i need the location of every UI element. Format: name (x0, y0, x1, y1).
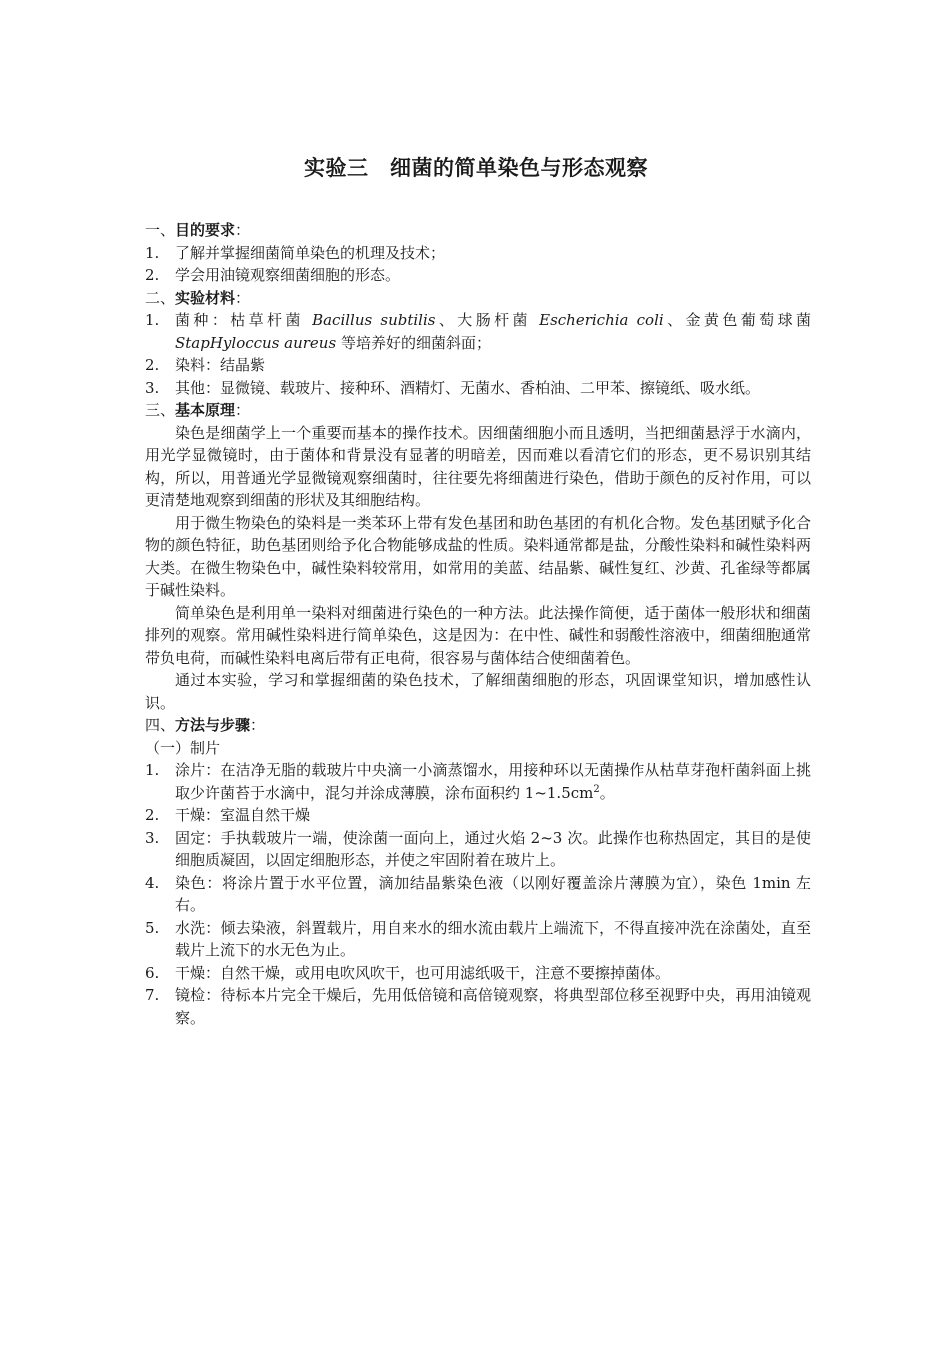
document-body (145, 219, 811, 1029)
section-heading-principles (145, 399, 811, 422)
superscript: 2 (593, 783, 600, 795)
item-text: 其他：显微镜、载玻片、接种环、酒精灯、无菌水、香柏油、二甲苯、擦镜纸、吸水纸。 (175, 378, 761, 397)
list-item (145, 377, 811, 400)
item-text: 、大肠杆菌 (435, 311, 540, 329)
step-number: 2. (145, 806, 160, 824)
item-number: 2. (145, 266, 160, 284)
step-number: 4. (145, 873, 160, 892)
item-number: 2. (145, 356, 160, 374)
species-name: Escherichia coli (539, 311, 664, 329)
step-text: 染色：将涂片置于水平位置，滴加结晶紫染色液（以刚好覆盖涂片薄膜为宜），染色 1min 左右。 (175, 873, 811, 914)
subsection-heading: （一）制片 (145, 738, 221, 757)
step-number: 6. (145, 963, 160, 982)
item-text: 了解并掌握细菌简单染色的机理及技术； (175, 243, 446, 262)
species-name: Bacillus subtilis (312, 311, 436, 329)
step-item (145, 917, 811, 962)
section-label: 方法与步骤 (175, 716, 251, 734)
step-number: 1. (145, 761, 160, 779)
step-text: 固定：手执载玻片一端，使涂菌一面向上，通过火焰 2~3 次。此操作也称热固定，其目的是使细胞质凝固，以固定细胞形态，并使之牢固附着在玻片上。 (175, 828, 811, 869)
list-item (145, 264, 811, 287)
paragraph: 简单染色是利用单一染料对细菌进行染色的一种方法。此法操作简便，适于菌体一般形状和细菌排列的观察。常用碱性染料进行简单染色，这是因为：在中性、碱性和弱酸性溶液中，细菌细胞通常带负电荷，而碱性染料电离后带有正电荷，很容易与菌体结合使细菌着色。 (145, 603, 811, 667)
item-number: 1. (145, 311, 160, 329)
section-heading-materials (145, 287, 811, 310)
section-number: 一、 (145, 221, 176, 239)
step-item (145, 872, 811, 917)
step-item (145, 759, 811, 804)
section-colon: ： (235, 288, 251, 307)
section-label: 实验材料 (175, 288, 236, 307)
section-number: 三、 (145, 401, 176, 419)
section-heading-methods (145, 714, 811, 737)
species-name: StapHyloccus aureus (175, 333, 337, 352)
section-colon: ： (235, 221, 251, 239)
section-label: 目的要求 (175, 221, 236, 239)
step-item (145, 962, 811, 985)
step-number: 5. (145, 918, 160, 937)
section-heading-objectives (145, 219, 811, 242)
step-text: 干燥：室温自然干燥 (175, 806, 311, 824)
step-text: 干燥：自然干燥，或用电吹风吹干，也可用滤纸吸干，注意不要擦掉菌体。 (175, 963, 671, 982)
step-text: 涂片：在洁净无脂的载玻片中央滴一小滴蒸馏水，用接种环以无菌操作从枯草芽孢杆菌斜面上挑取少许菌苔于水滴中，混匀并涂成薄膜，涂布面积约 1~1.5cm (175, 761, 811, 802)
item-text: 、金黄色葡萄球菌 (663, 311, 811, 329)
section-number: 二、 (145, 288, 176, 307)
step-item (145, 984, 811, 1029)
paragraph: 用于微生物染色的染料是一类苯环上带有发色基团和助色基团的有机化合物。发色基团赋予化合物的颜色特征，助色基团则给予化合物能够成盐的性质。染料通常都是盐，分酸性染料和碱性染料两大类。在微生物染色中，碱性染料较常用，如常用的美蓝、结晶紫、碱性复红、沙黄、孔雀绿等都属于碱性染料。 (145, 513, 811, 599)
step-text: 水洗：倾去染液，斜置载片，用自来水的细水流由载片上端流下，不得直接冲洗在涂菌处，直至载片上流下的水无色为止。 (175, 918, 811, 959)
item-text: 等培养好的细菌斜面； (336, 333, 491, 352)
step-item (145, 804, 811, 827)
item-number: 3. (145, 378, 160, 397)
section-colon: ： (250, 716, 266, 734)
step-number: 3. (145, 828, 160, 847)
item-number: 1. (145, 243, 160, 262)
list-item (145, 354, 811, 377)
section-number: 四、 (145, 716, 176, 734)
step-number: 7. (145, 986, 160, 1004)
list-item (145, 242, 811, 265)
item-text: 染料：结晶紫 (175, 356, 266, 374)
list-item-strains (145, 309, 811, 354)
page-title: 实验三 细菌的简单染色与形态观察 (304, 156, 648, 180)
step-text-tail: 。 (599, 783, 615, 802)
item-text: 菌种：枯草杆菌 (175, 311, 313, 329)
step-item (145, 827, 811, 872)
paragraph: 通过本实验，学习和掌握细菌的染色技术，了解细菌细胞的形态，巩固课堂知识，增加感性认识。 (145, 671, 811, 712)
section-label: 基本原理 (175, 401, 236, 419)
step-text: 镜检：待标本片完全干燥后，先用低倍镜和高倍镜观察，将典型部位移至视野中央，再用油镜观察。 (175, 986, 811, 1027)
section-colon: ： (235, 401, 251, 419)
paragraph: 染色是细菌学上一个重要而基本的操作技术。因细菌细胞小而且透明，当把细菌悬浮于水滴内，用光学显微镜时，由于菌体和背景没有显著的明暗差，因而难以看清它们的形态，更不易识别其结构，所以，用普通光学显微镜观察细菌时，往往要先将细菌进行染色，借助于颜色的反衬作用，可以更清楚地观察到细菌的形状及其细胞结构。 (145, 423, 811, 509)
item-text: 学会用油镜观察细菌细胞的形态。 (175, 266, 401, 284)
